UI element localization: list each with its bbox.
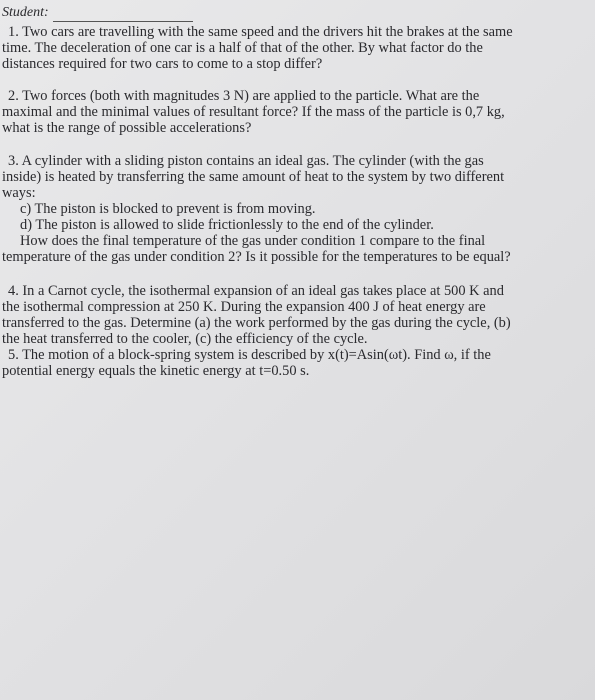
question-3-line-2: inside) is heated by transferring the same amount of heat to the system by two different [2, 169, 505, 185]
question-3-tail-line-1: How does the final temperature of the gas under condition 1 compare to the final [20, 233, 486, 249]
question-1 [2, 24, 585, 72]
question-1-line-2: time. The deceleration of one car is a half of that of the other. By what factor do the [2, 40, 483, 56]
question-5-line-1: 5. The motion of a block-spring system is described by x(t)=Asin(ωt). Find ω, if the [8, 347, 491, 363]
question-1-line-1: 1. Two cars are travelling with the same speed and the drivers hit the brakes at the same [8, 24, 513, 40]
question-2-line-2: maximal and the minimal values of resultant force? If the mass of the particle is 0,7 kg, [2, 104, 505, 120]
question-4-line-3: transferred to the gas. Determine (a) the work performed by the gas during the cycle, (b) [2, 315, 511, 331]
question-2-line-1: 2. Two forces (both with magnitudes 3 N) are applied to the particle. What are the [8, 88, 480, 104]
question-3-line-1: 3. A cylinder with a sliding piston contains an ideal gas. The cylinder (with the gas [8, 153, 484, 169]
question-3-tail-line-2: temperature of the gas under condition 2? Is it possible for the temperatures to be equal? [2, 249, 511, 265]
question-2-line-3: what is the range of possible accelerations? [2, 120, 252, 136]
student-label: Student: [2, 5, 49, 20]
student-name-line[interactable] [53, 7, 193, 22]
question-4-line-4: the heat transferred to the cooler, (c) the efficiency of the cycle. [2, 331, 368, 347]
question-2 [2, 88, 585, 136]
student-header [2, 4, 585, 22]
question-3-option-c: c) The piston is blocked to prevent is from moving. [20, 201, 316, 217]
question-3-line-3: ways: [2, 185, 36, 201]
question-3 [2, 153, 585, 265]
question-5 [2, 347, 585, 379]
question-3-option-d: d) The piston is allowed to slide frictionlessly to the end of the cylinder. [20, 217, 434, 233]
question-4-line-2: the isothermal compression at 250 K. During the expansion 400 J of heat energy are [2, 299, 486, 315]
question-1-line-3: distances required for two cars to come to a stop differ? [2, 56, 323, 72]
question-4-line-1: 4. In a Carnot cycle, the isothermal expansion of an ideal gas takes place at 500 K and [8, 283, 504, 299]
question-5-line-2: potential energy equals the kinetic energy at t=0.50 s. [2, 363, 310, 379]
question-4 [2, 283, 585, 347]
